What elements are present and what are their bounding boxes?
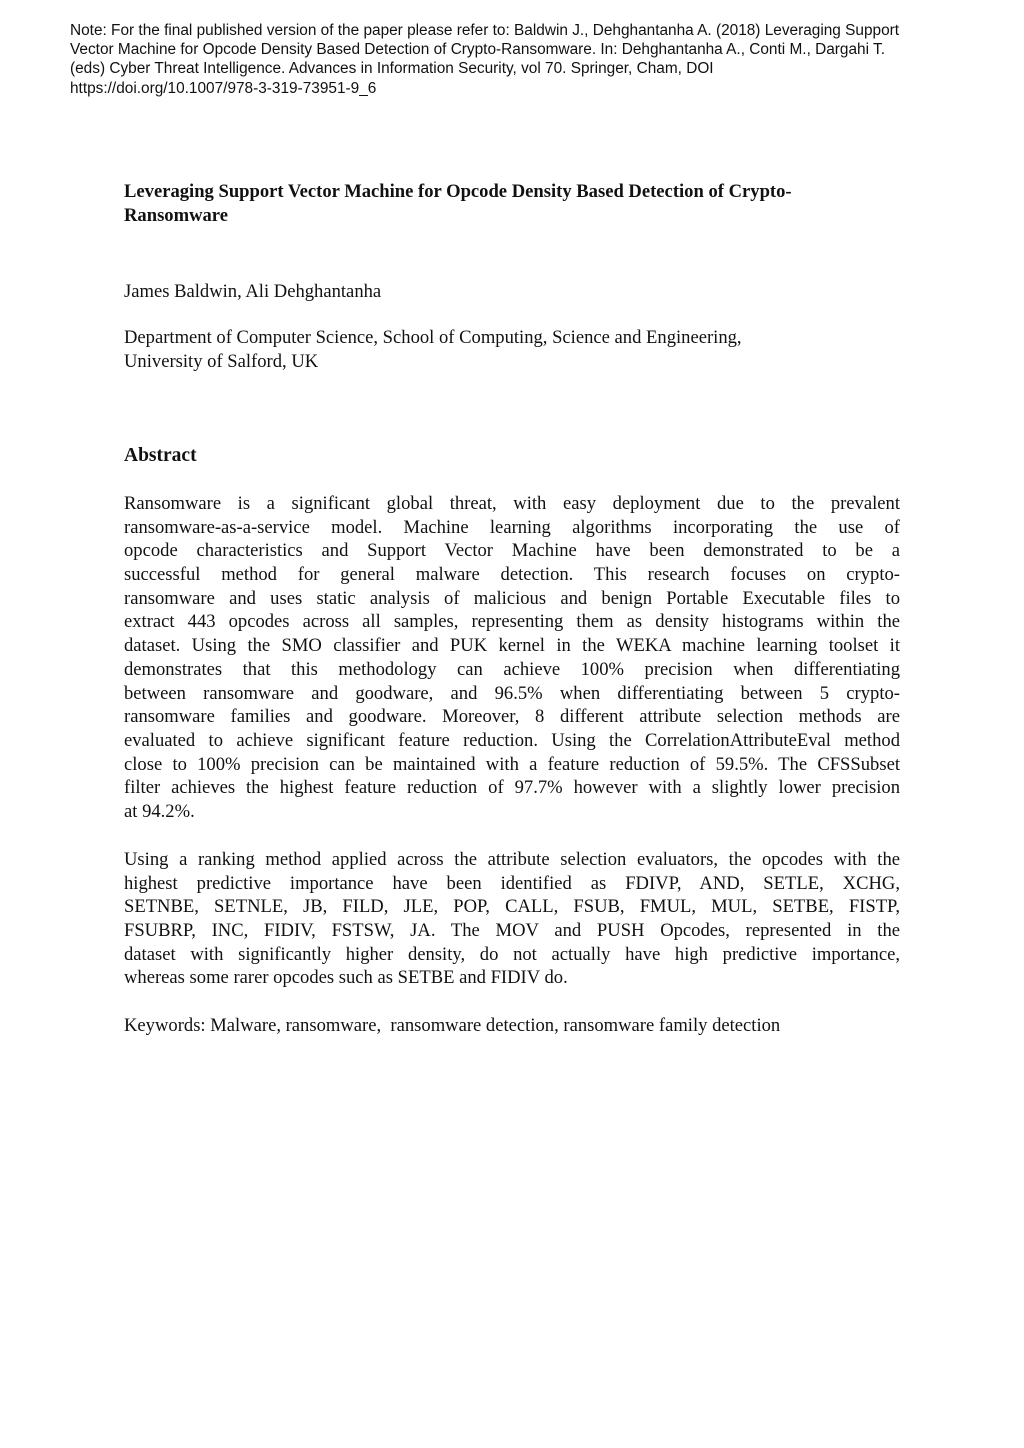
- abstract-line: filter achieves the highest feature reduction of 97.7% however with a slightly lower precision: [124, 777, 900, 799]
- abstract-line: Using a ranking method applied across the attribute selection evaluators, the opcodes with the: [124, 849, 900, 870]
- abstract-paragraph-1: [124, 492, 900, 824]
- abstract-line: evaluated to achieve significant feature reduction. Using the CorrelationAttributeEval method: [124, 729, 900, 751]
- abstract-line: SETNBE, SETNLE, JB, FILD, JLE, POP, CALL, FSUB, FMUL, MUL, SETBE, FISTP,: [124, 896, 900, 918]
- abstract-line: ransomware families and goodware. Moreover, 8 different attribute selection methods are: [124, 706, 900, 728]
- note-line: (eds) Cyber Threat Intelligence. Advances in Information Security, vol 70. Springer, Cham, DOI: [70, 60, 714, 78]
- title-line: Leveraging Support Vector Machine for Opcode Density Based Detection of Crypto-: [124, 181, 792, 202]
- abstract-line: between ransomware and goodware, and 96.5% when differentiating between 5 crypto-: [124, 682, 900, 704]
- affiliation: [124, 326, 742, 373]
- note-doi-line: https://doi.org/10.1007/978-3-319-73951-9_6: [70, 79, 377, 97]
- abstract-line: demonstrates that this methodology can achieve 100% precision when differentiating: [124, 658, 900, 680]
- abstract-line: Ransomware is a significant global threat, with easy deployment due to the prevalent: [124, 493, 900, 514]
- abstract-line: FSUBRP, INC, FIDIV, FSTSW, JA. The MOV and PUSH Opcodes, represented in the: [124, 920, 900, 942]
- authors: James Baldwin, Ali Dehghantanha: [124, 281, 382, 302]
- abstract-line: successful method for general malware detection. This research focuses on crypto-: [124, 564, 900, 586]
- note-line: Note: For the final published version of the paper please refer to: Baldwin J., Dehghantanha A. (2018) Leveraging Support: [70, 22, 900, 39]
- abstract-line: dataset. Using the SMO classifier and PUK kernel in the WEKA machine learning toolset it: [124, 635, 900, 657]
- abstract-paragraph-2: [124, 848, 900, 990]
- abstract-line: whereas some rarer opcodes such as SETBE and FIDIV do.: [124, 967, 568, 989]
- affiliation-line: Department of Computer Science, School of Computing, Science and Engineering,: [124, 327, 742, 348]
- title-line: Ransomware: [124, 205, 228, 226]
- abstract-heading: Abstract: [124, 445, 197, 466]
- abstract-line: extract 443 opcodes across all samples, representing them as density histograms within the: [124, 611, 900, 633]
- paper-title: [124, 180, 904, 228]
- abstract-line: opcode characteristics and Support Vector Machine have been demonstrated to be a: [124, 540, 900, 562]
- abstract-line: ransomware-as-a-service model. Machine learning algorithms incorporating the use of: [124, 516, 900, 538]
- abstract-line: dataset with significantly higher density, do not actually have high predictive importance,: [124, 943, 900, 965]
- abstract-line: ransomware and uses static analysis of malicious and benign Portable Executable files to: [124, 587, 900, 609]
- note-line: Vector Machine for Opcode Density Based Detection of Crypto-Ransomware. In: Dehghantanha A., Conti M., Dargahi T.: [70, 41, 885, 59]
- abstract-line: highest predictive importance have been identified as FDIVP, AND, SETLE, XCHG,: [124, 872, 900, 894]
- affiliation-line: University of Salford, UK: [124, 350, 319, 372]
- publication-note: [70, 21, 1000, 98]
- abstract-line: close to 100% precision can be maintained with a feature reduction of 59.5%. The CFSSubset: [124, 753, 900, 775]
- keywords: Keywords: Malware, ransomware, ransomware detection, ransomware family detection: [124, 1015, 781, 1036]
- abstract-line: at 94.2%.: [124, 800, 195, 822]
